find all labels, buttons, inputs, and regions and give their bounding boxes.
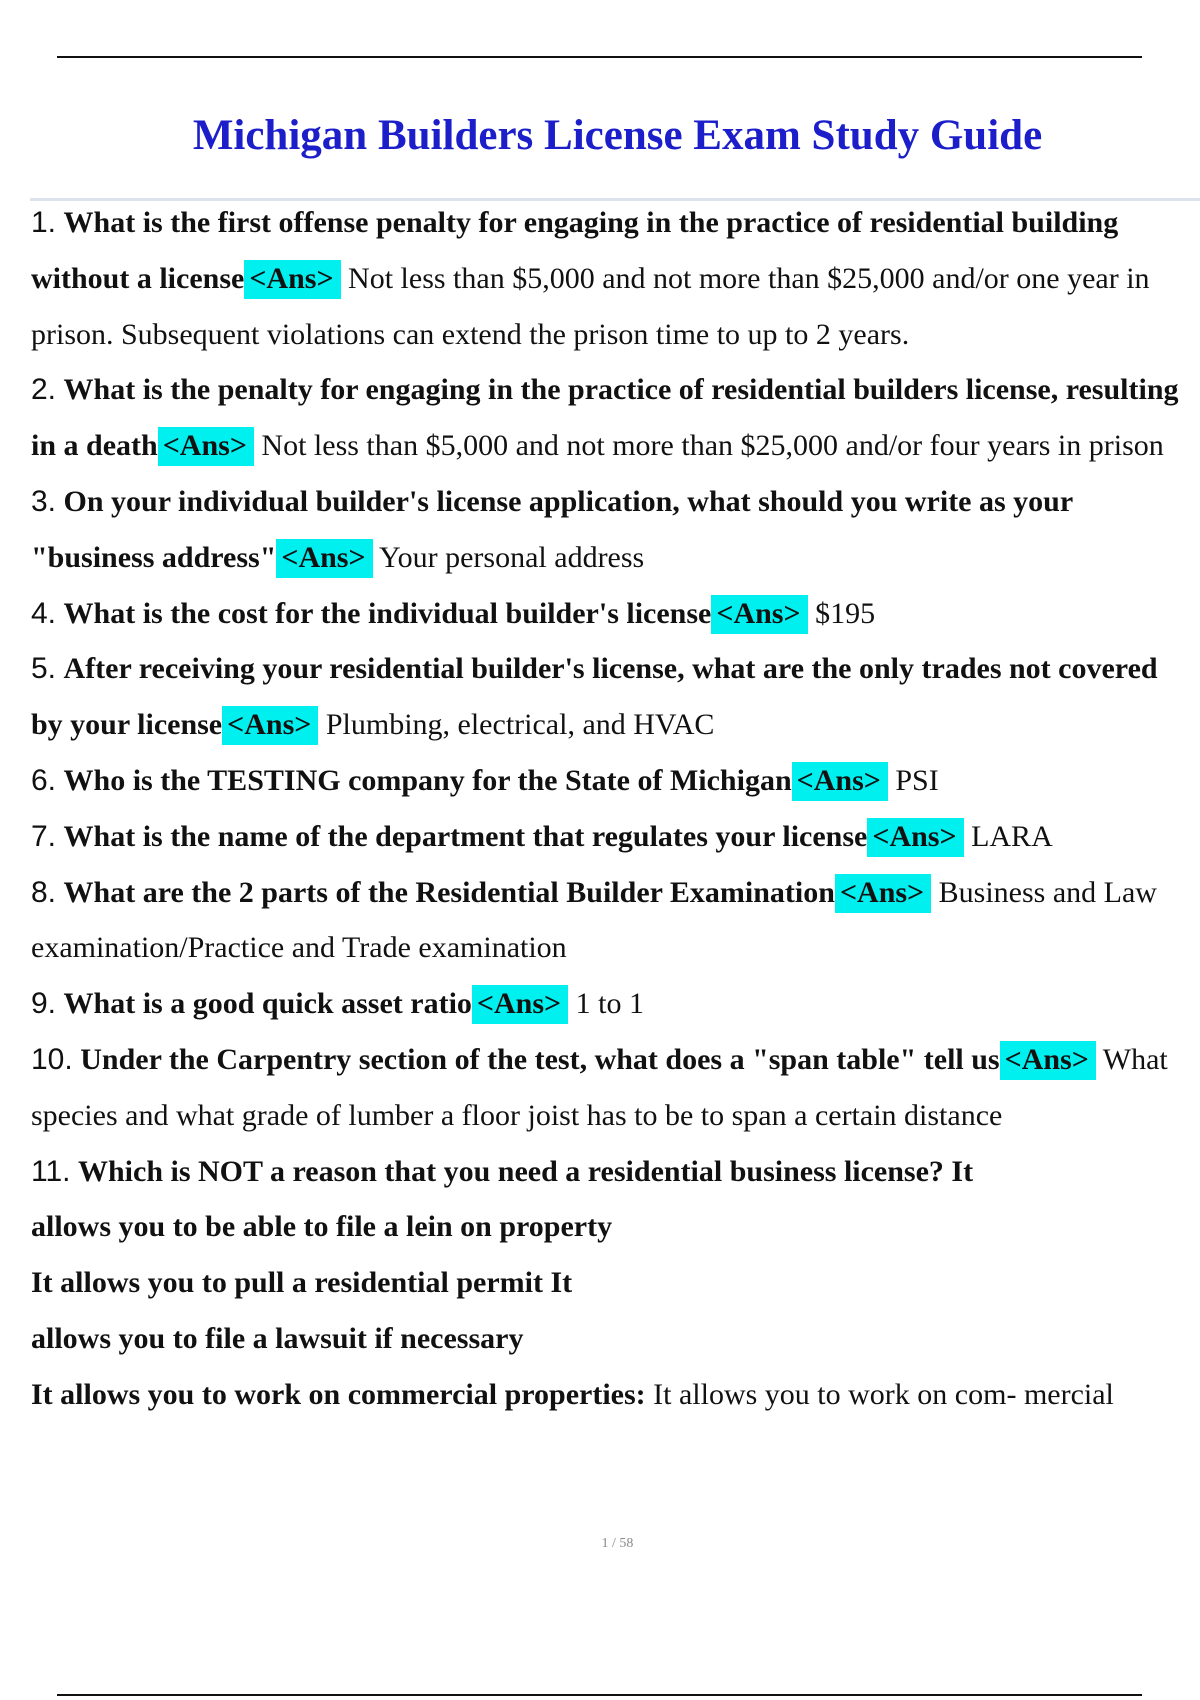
question-number: 8.: [31, 875, 57, 909]
qa-item: [31, 865, 1191, 977]
bottom-rule: [57, 1694, 1142, 1696]
qa-item: [31, 753, 1191, 809]
question-text: What is the first offense penalty for engaging in the practice of residential building without a license: [31, 206, 1119, 295]
top-rule: [57, 56, 1142, 58]
question-number: 4.: [31, 596, 57, 630]
answer-tag: <Ans>: [276, 539, 372, 578]
question-text: What are the 2 parts of the Residential Builder Examination: [63, 875, 835, 909]
question-number: 6.: [31, 763, 57, 797]
question-number: 1.: [31, 206, 57, 239]
question-number: 2.: [31, 373, 57, 407]
answer-tag: <Ans>: [792, 762, 888, 801]
qa-item: [31, 976, 1191, 1032]
answer-tag: <Ans>: [158, 427, 254, 466]
question-number: 3.: [31, 484, 57, 518]
answer-tag: <Ans>: [244, 260, 340, 299]
answer-text: What species and what grade of lumber a floor joist has to be to span a certain distance: [31, 1042, 1168, 1132]
question-text: What is a good quick asset ratio: [63, 987, 472, 1021]
question-text-line: allows you to file a lawsuit if necessary: [31, 1321, 524, 1355]
qa-list: [31, 195, 1191, 1144]
qa-item: [31, 195, 1191, 362]
qa-item: [31, 809, 1191, 865]
question-text-line: It allows you to pull a residential permit It: [31, 1266, 573, 1300]
page-number: 1 / 58: [601, 1536, 634, 1551]
answer-text: Your personal address: [378, 540, 645, 574]
answer-text: $195: [815, 596, 876, 630]
answer-tag: <Ans>: [711, 595, 807, 634]
answer-text: Not less than $5,000 and not more than $25,000 and/or one year in prison. Subsequent violations can extend the prison time to up to 2 years.: [31, 261, 1150, 351]
qa-item-11: [31, 1144, 1191, 1423]
qa-item: [31, 474, 1191, 586]
answer-text: It allows you to work on com- mercial: [653, 1377, 1114, 1411]
question-text: Who is the TESTING company for the State of Michigan: [63, 763, 792, 797]
question-text: What is the penalty for engaging in the practice of residential builders license, resulting in a death: [31, 373, 1179, 463]
qa-item: [31, 641, 1191, 753]
question-number: 9.: [31, 987, 57, 1021]
answer-tag: <Ans>: [1000, 1041, 1096, 1080]
question-text-line: It allows you to work on commercial properties:: [31, 1377, 646, 1411]
question-text: What is the cost for the individual builder's license: [63, 596, 712, 630]
answer-text: Business and Law examination/Practice and Trade examination: [31, 875, 1157, 965]
question-text: On your individual builder's license application, what should you write as your "business address": [31, 484, 1073, 574]
question-text: Under the Carpentry section of the test, what does a "span table" tell us: [80, 1042, 1000, 1076]
answer-text: PSI: [895, 763, 939, 797]
question-number: 5.: [31, 652, 57, 686]
answer-text: Plumbing, electrical, and HVAC: [325, 708, 715, 742]
answer-text: 1 to 1: [575, 987, 644, 1021]
qa-item: [31, 362, 1191, 474]
question-number: 7.: [31, 819, 57, 853]
question-number: 11.: [31, 1154, 71, 1188]
question-text: After receiving your residential builder's license, what are the only trades not covered by your license: [31, 652, 1158, 742]
question-text-line: Which is NOT a reason that you need a residential business license? It: [77, 1154, 974, 1188]
qa-item: [31, 1032, 1191, 1144]
question-text-line: allows you to be able to file a lein on property: [31, 1210, 613, 1244]
document-title: Michigan Builders License Exam Study Guide: [192, 112, 1043, 159]
question-number: 10.: [31, 1042, 73, 1076]
answer-tag: <Ans>: [867, 818, 963, 857]
answer-text: Not less than $5,000 and not more than $25,000 and/or four years in prison: [261, 429, 1164, 463]
qa-item: [31, 586, 1191, 642]
answer-tag: <Ans>: [472, 985, 568, 1024]
answer-text: LARA: [971, 819, 1053, 853]
answer-tag: <Ans>: [835, 874, 931, 913]
question-text: What is the name of the department that regulates your license: [63, 819, 868, 853]
study-guide-content: [31, 195, 1191, 1423]
answer-tag: <Ans>: [222, 706, 318, 745]
